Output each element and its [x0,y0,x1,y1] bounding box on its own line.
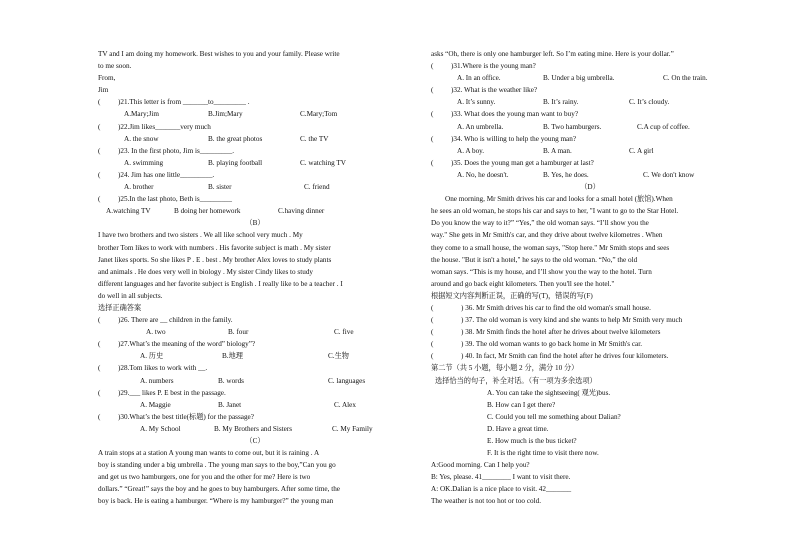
dialogue-line: B: Yes, please. 41________ I want to visit there. [431,473,571,482]
text-line: boy is back. He is eating a hamburger. “Where is my hamburger?” the young man [98,497,334,506]
question-37: ( ) 37. The old woman is very kind and she wants to help Mr Smith very much [431,316,683,325]
question-22: ( )22.Jim likes_______very much [98,122,211,131]
question-28: ( )28.Tom likes to work with __. [98,364,208,373]
text-line: brother Tom likes to work with numbers . His favorite subject is math . My sister [98,243,331,252]
text-line: the house. "But it isn't a hotel," he says to the old woman. “No,” the old [431,255,638,264]
passage-c [98,447,412,507]
options-28: A. numbers B. words C. languages [140,376,366,385]
text-line: do well in all subjects. [98,291,163,300]
left-column [98,48,412,508]
options-33: A. An umbrella. B. Two hamburgers. C.A cup of coffee. [457,122,690,131]
question-group-b [98,314,412,435]
dialogue [431,459,749,507]
options-22: A. the snow B. the great photos C. the TV [124,134,329,143]
question-27: ( )27.What’s the meaning of the word” biology”? [98,340,256,349]
dialogue-options [431,387,749,460]
question-group-a [98,96,412,217]
question-26: ( )26. There are __ children in the family. [98,316,233,325]
options-26: A. two B. four C. five [146,328,354,337]
text-line: Janet likes sports. So she likes P . E . best . My brother Alex loves to study plants [98,255,332,264]
text-line: Do you know the way to it?” “Yes,” the old woman says. “I’ll show you the [431,219,649,228]
passage-c-heading: （C） [245,437,265,445]
letter-ending [98,48,412,96]
question-30: ( )30.What’s the best title(标题) for the passage? [98,412,254,421]
dialogue-line: A: OK.Dalian is a nice place to visit. 42_______ [431,485,572,494]
passage-b-heading: （B） [245,219,265,228]
options-34: A. A boy. B. A man. C. A girl [457,146,654,155]
text-line: woman says. “This is my house, and I’ll show you the way to the hotel. Turn [431,267,652,276]
text-line: to me soon. [98,62,132,71]
text-line: way." She gets in Mr Smith's car, and they drive about twelve kilometres . When [431,231,663,240]
options-30: A. My School B. My Brothers and Sisters C. My Family [140,424,373,433]
option-line: F. It is the right time to visit there now. [487,449,599,458]
text-line: around and go back eight kilometers. Then you'll see the hotel." [431,279,615,288]
options-32: A. It’s sunny. B. It’s rainy. C. It’s cloudy. [457,98,670,107]
question-24: ( )24. Jim has one little_________. [98,170,215,179]
question-29: ( )29.___ likes P. E best in the passage. [98,388,226,397]
question-21: ( )21.This letter is from _______to_________ . [98,98,250,107]
question-31: ( )31.Where is the young man? [431,62,536,71]
text-line: he sees an old woman, he stops his car and says to her, "I want to go to the Star Hotel. [431,207,679,216]
text-line: Jim [98,86,109,95]
passage-d [431,193,749,290]
question-23: ( )23. In the first photo, Jim is_________. [98,146,234,155]
question-36: ( ) 36. Mr Smith drives his car to find the old woman's small house. [431,303,651,312]
dialogue-line: A:Good morning. Can I help you? [431,461,530,470]
options-24: A. brother B. sister C. friend [124,183,330,192]
options-25: A.watching TV B doing her homework C.having dinner [106,207,325,216]
options-31: A. In an office. B. Under a big umbrella. C. On the train. [457,74,708,83]
question-25: ( )25.In the last photo, Beth is_________ [98,195,232,204]
options-27: A. 历史 B.地理 C.生物 [140,352,349,361]
right-column [431,48,749,508]
question-group-d [431,302,749,362]
options-23: A. swimming B. playing football C. watching TV [124,158,346,167]
text-line: and animals . He does very well in biology . My sister Cindy likes to study [98,267,314,276]
text-line: and get us two hamburgers, one for you and the other for me? Here is two [98,473,311,482]
text-line: One morning, Mr Smith drives his car and looks for a small hotel (旅馆).When [445,195,673,204]
dialogue-line: The weather is not too hot or too cold. [431,497,541,506]
instruction-d: 根据短文内容判断正误，正确的写(T)，错误的写(F) [431,291,593,300]
text-line: TV and I am doing my homework. Best wishes to you and your family. Please write [98,50,340,58]
question-35: ( )35. Does the young man get a hamburger at last? [431,158,594,167]
part2-instruction: 选择恰当的句子，补全对话。（有一项为多余选项） [435,376,597,385]
passage-c-continued: asks “Oh, there is only one hamburger left. So I’m eating mine. Here is your dollar.” [431,50,674,58]
option-line: A. You can take the sightseeing( 观光)bus. [487,388,611,397]
text-line: boy is standing under a big umbrella . The young man says to the boy,”Can you go [98,461,336,470]
text-line: they come to a small house, the woman says, "Stop here." Mr Smith stops and sees [431,243,670,252]
option-line: C. Could you tell me something about Dalian? [487,412,621,421]
options-21: A.Mary;Jim B.Jim;Mary C.Mary;Tom [124,110,338,119]
text-line: A train stops at a station A young man wants to come out, but it is raining . A [98,449,320,458]
text-line: From, [98,74,116,83]
passage-b [98,229,412,302]
instruction-b: 选择正确答案 [98,303,142,312]
question-39: ( ) 39. The old woman wants to go back home in Mr Smith's car. [431,340,643,349]
part2-title: 第二节（共 5 小题，每小题 2 分，满分 10 分） [431,364,579,373]
question-32: ( )32. What is the weather like? [431,86,538,95]
question-34: ( )34. Who is willing to help the young man? [431,134,577,143]
passage-d-heading: （D） [580,183,600,192]
text-line: different languages and her favorite subject is English . I really like to be a teacher . I [98,279,343,288]
question-group-c [431,60,749,181]
option-line: E. How much is the bus ticket? [487,437,577,445]
options-35: A. No, he doesn't. B. Yes, he does. C. We don't know [457,170,695,179]
option-line: D. Have a great time. [487,424,549,433]
text-line: dollars.” “Great!” says the boy and he goes to buy hamburgers. After some time, the [98,485,340,494]
option-line: B. How can I get there? [487,400,556,409]
question-33: ( )33. What does the young man want to buy? [431,110,579,119]
options-29: A. Maggie B. Janet C. Alex [140,400,356,409]
question-40: ( ) 40. In fact, Mr Smith can find the hotel after he drives four kilometers. [431,352,669,361]
question-38: ( ) 38. Mr Smith finds the hotel after he drives about twelve kilometers [431,328,661,337]
text-line: I have two brothers and two sisters . We all like school very much . My [98,231,303,240]
